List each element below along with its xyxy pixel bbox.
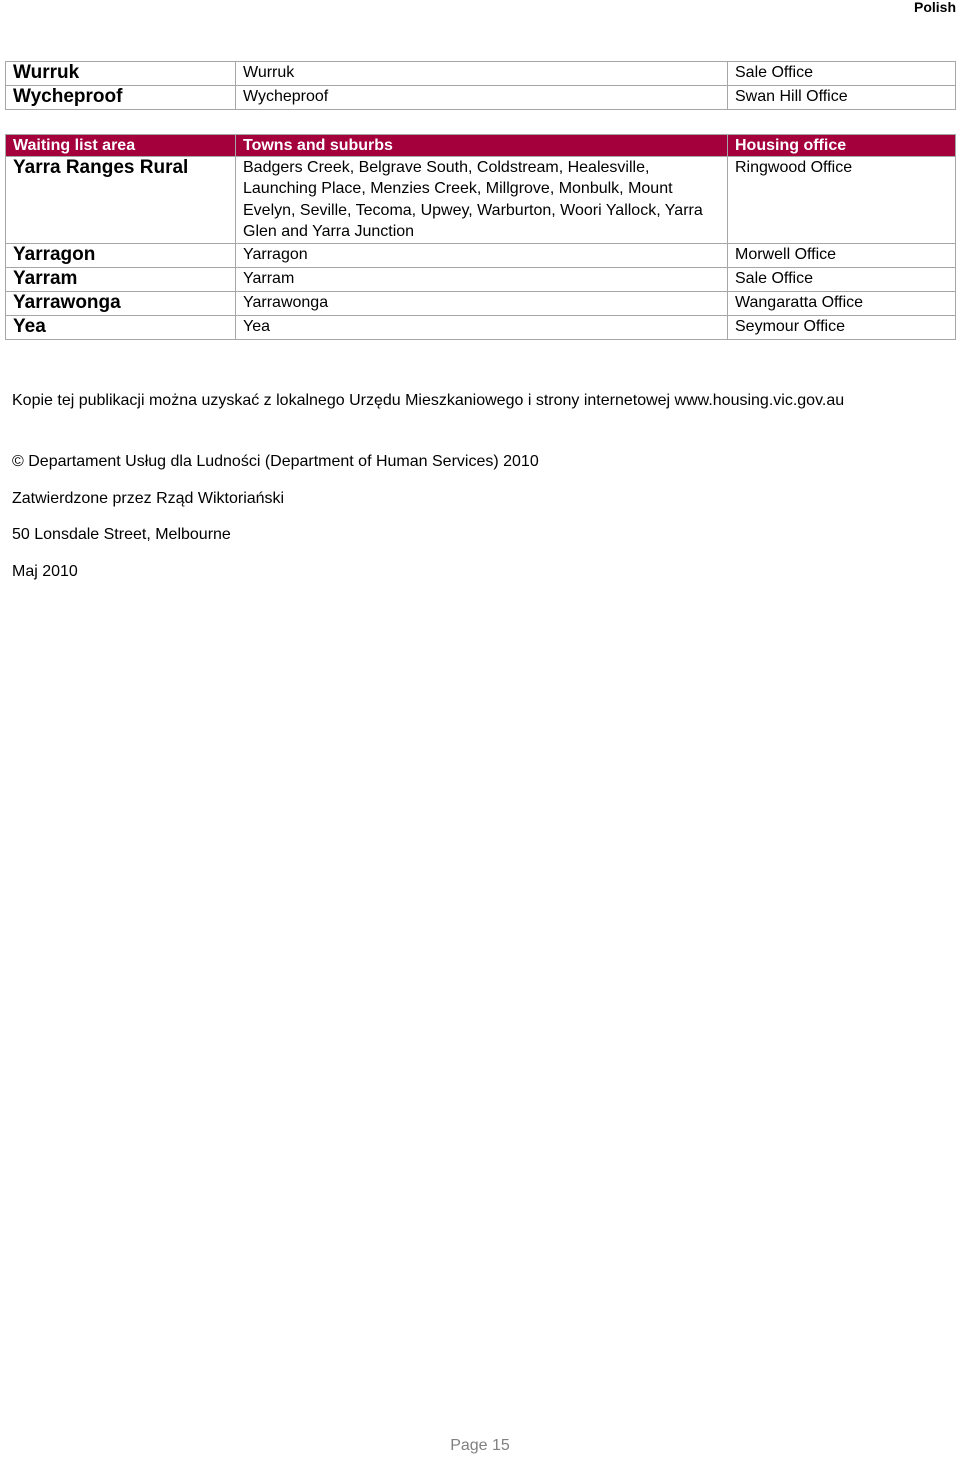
waiting-list-area-cell: Yarra Ranges Rural <box>6 157 236 244</box>
table-row <box>6 291 956 315</box>
table-row <box>6 267 956 291</box>
table-header-row <box>6 135 956 157</box>
housing-office-cell: Seymour Office <box>728 315 956 339</box>
table-row <box>6 62 956 86</box>
housing-office-cell: Sale Office <box>728 267 956 291</box>
table-row <box>6 243 956 267</box>
towns-cell: Wurruk <box>236 62 728 86</box>
waiting-list-area-cell: Wurruk <box>6 62 236 86</box>
towns-cell: Badgers Creek, Belgrave South, Coldstream, Healesville, Launching Place, Menzies Creek, Millgrove, Monbulk, Mount Evelyn, Seville, Tecoma, Upwey, Warburton, Woori Yallock, Yarra Glen and Yarra Junction <box>236 157 728 244</box>
places-table <box>5 134 956 340</box>
table-row <box>6 86 956 110</box>
towns-cell: Wycheproof <box>236 86 728 110</box>
housing-office-cell: Wangaratta Office <box>728 291 956 315</box>
copies-availability-note: Kopie tej publikacji można uzyskać z lokalnego Urzędu Mieszkaniowego i strony internetowej www.housing.vic.gov.au <box>12 392 845 409</box>
waiting-list-area-cell: Yarrawonga <box>6 291 236 315</box>
table-row <box>6 315 956 339</box>
address-line: 50 Lonsdale Street, Melbourne <box>12 526 231 543</box>
column-header-area: Waiting list area <box>6 135 236 157</box>
towns-cell: Yarrawonga <box>236 291 728 315</box>
table-row <box>6 157 956 244</box>
waiting-list-area-cell: Yarram <box>6 267 236 291</box>
towns-cell: Yarram <box>236 267 728 291</box>
housing-office-cell: Ringwood Office <box>728 157 956 244</box>
copyright-line: © Departament Usług dla Ludności (Department of Human Services) 2010 <box>12 453 539 470</box>
housing-office-cell: Sale Office <box>728 62 956 86</box>
towns-cell: Yea <box>236 315 728 339</box>
publication-date: Maj 2010 <box>12 563 78 580</box>
waiting-list-area-cell: Yarragon <box>6 243 236 267</box>
waiting-list-area-cell: Yea <box>6 315 236 339</box>
places-table-continued <box>5 61 956 110</box>
towns-cell: Yarragon <box>236 243 728 267</box>
language-label: Polish <box>913 0 956 15</box>
housing-office-cell: Morwell Office <box>728 243 956 267</box>
housing-office-cell: Swan Hill Office <box>728 86 956 110</box>
publication-notes <box>12 388 942 580</box>
waiting-list-area-cell: Wycheproof <box>6 86 236 110</box>
page-number: Page 15 <box>450 1437 510 1454</box>
authorisation-line: Zatwierdzone przez Rząd Wiktoriański <box>12 490 285 507</box>
column-header-towns: Towns and suburbs <box>236 135 728 157</box>
column-header-office: Housing office <box>728 135 956 157</box>
